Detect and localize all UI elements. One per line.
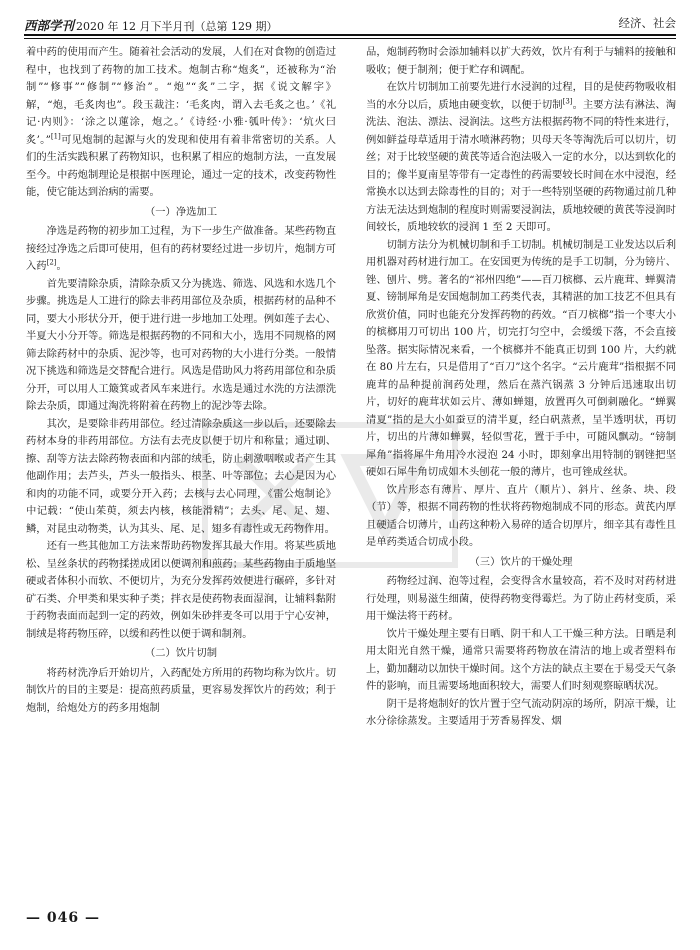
section-label: 经济、社会 [618, 16, 676, 30]
section-heading: （二）饮片切制 [144, 647, 218, 659]
magazine-title: 西部学刊 [24, 18, 75, 33]
body-paragraph [366, 79, 676, 237]
journal-masthead [24, 16, 278, 34]
paragraph-text: 还有一些其他加工方法来帮助药物发挥其最大作用。将某些质地松、呈丝条状的药物揉搓成团以便调剂和煎药；某些药物由于质地坚硬或者体积小而软、不便切片，为充分发挥药效便进行碾碎，多针对矿石类、介甲类和果实种子类；拌衣是使药物表面湿润，让辅料黏附于药物表面而起到一定的药效，例如朱砂拌麦冬可以用于宁心安神，制绒是将药物压碎，以缓和药性以便于调和制剂。 [26, 540, 336, 640]
paragraph-text: 在饮片切制加工前要先进行水浸润的过程，目的是使药物吸收相当的水分以后，质地由硬变软，以便于切制 [366, 81, 676, 111]
paragraph-text: 饮片干燥处理主要有日晒、阴干和人工干燥三种方法。日晒是利用太阳光自然干燥，通常只需要将药物放在清洁的地上或者塑料布上，勤加翻动以加快干燥时间。这个方法的缺点主要在于易受天气条件的影响，而且需要场地面积较大，需要人们时刻观察晾晒状况。 [366, 627, 676, 692]
paragraph-text: 品，炮制药物时会添加辅料以扩大药效，饮片有利于与辅料的接触和吸收；便于制剂；便于贮存和调配。 [366, 46, 676, 76]
paragraph-text: 。 [56, 260, 67, 272]
body-paragraph [26, 44, 336, 202]
paragraph-text: 净选是药物的初步加工过程，为下一步生产做准备。某些药物直接经过净选之后即可使用，但有的药材要经过进一步切片，炮制方可入药 [26, 225, 336, 272]
paragraph-text: 其次，是要除非药用部位。经过清除杂质这一步以后，还要除去药材本身的非药用部位。方法有去壳皮以便于切片和称量；通过刷、擦、刮等方法去除药物表面和内部的绒毛，防止刺激咽喉或者产生其他副作用；去芦头，芦头一般指头、根茎、叶等部位；去心是因为心和肉的功能不同，或要分开入药；去核与去心同理，《雷公炮制论》中记载：“使山茱萸，须去内核，核能滑精”；去头、尾、足、翅、鳞，对昆虫动物类，认为其头、尾、足、翅多有毒性或无药物作用。 [26, 417, 336, 535]
section-heading: （一）净选加工 [144, 205, 218, 218]
issue-info: 2020 年 12 月下半月刊（总第 129 期） [76, 20, 278, 33]
right-column [366, 44, 676, 906]
header-rule [24, 34, 676, 36]
left-column [26, 44, 336, 906]
citation-ref: [3] [562, 97, 573, 106]
paragraph-text: 首先要清除杂质，清除杂质又分为挑选、筛选、风选和水选几个步骤。挑选是人工进行的除去非药用部位及杂质，根据药材的品种不同，要大小形状分开，便于进行进一步地加工处理。例如莲子去心、半夏大小分开等。筛选是根据药物的不同和大小，选用不同规格的网筛去除药材中的杂质、泥沙等，也可对药物的大小进行分类。一般情况下挑选和筛选是交替配合进行。风选是借助风力将药用部位和杂质分开，可以用人工簸箕或者风车来进行。水选是通过水洗的方法漂洗除去杂质，即通过淘洗将附着在药物上的泥沙等去除。 [26, 277, 336, 412]
page-number: — 046 — [26, 910, 100, 926]
body-paragraph [366, 696, 676, 731]
paragraph-text: 可见炮制的起源与火的发现和使用有着非常密切的关系。人们的生活实践积累了药物知识，也积累了相应的炮制方法，一直发展至今。中药炮制理论是根据中医理论，通过一定的技术，改变药物性能，使它能达到治病的需要。 [26, 133, 336, 198]
page-header [24, 10, 676, 36]
body-paragraph [366, 237, 676, 482]
body-paragraph [26, 416, 336, 539]
body-paragraph [26, 538, 336, 643]
paragraph-text: 阴干是将炮制好的饮片置于空气流动阴凉的场所，阴凉干燥，让水分徐徐蒸发。主要适用于芳香易挥发、烟 [366, 697, 676, 727]
paragraph-text: 饮片形态有薄片、厚片、直片（顺片）、斜片、丝条、块、段（节）等，根据不同药物的性状将药物炮制成不同的形态。黄芪内厚且硬适合切薄片，山药这种粉入易碎的适合切厚片，细辛其有毒性且是单药类适合切成小段。 [366, 483, 676, 548]
paragraph-text: 切制方法分为机械切制和手工切制。机械切制是工业发达以后利用机器对药材进行加工。在安国更为传统的是手工切制，分为镑片、锉、刨片、劈。著名的“祁州四绝”——百刀槟榔、云片鹿茸、蝉翼清夏、镑制犀角是安国炮制加工药类代表，其精湛的加工技艺不但具有欣赏价值，同时也能充分发挥药物的药效。“百刀槟榔”指一个枣大小的槟榔用刀可切出 100 片，切完打匀空中，会缓缓下落，不会直接坠落。据实际情况来看，一个槟榔并不能真正切到 100 片，大约就在 80 片左右，只是借用了“百刀”这个名字。“云片鹿茸”指根据不同鹿茸的品种提前润药处理，然后在蒸汽锅蒸 3 分钟后迅速取出切片，切好的鹿茸状如云片、薄如蝉翅，放置再久可倒刺融化。“蝉翼清夏”指的是大小如蚕豆的清半夏，经白矾蒸煮，呈半透明状，再切片，切出的片薄如蝉翼，轻似雪花，置于手中，可随风飘动。“镑制犀角”指将犀牛角用冷水浸泡 24 小时，即刻拿出用特制的钢锉把坚硬如石犀牛角切成如木头刨花一般的薄片，也可锉成丝状。 [366, 238, 676, 478]
citation-ref: [1] [50, 132, 61, 141]
body-paragraph [26, 665, 336, 718]
body-paragraph [366, 573, 676, 626]
section-heading: （三）饮片的干燥处理 [469, 555, 573, 568]
citation-ref: [2] [46, 258, 57, 267]
header-rule-thin [24, 38, 676, 39]
paragraph-text: 将药材洗净后开始切片，入药配处方所用的药物均称为饮片。切制饮片的目的主要是：提高煎药质量，更容易发挥饮片的药效；利于炮制，给炮处方的药多用炮制 [26, 666, 336, 714]
paragraph-text: 着中药的使用而产生。随着社会活动的发展，人们在对食物的创造过程中，也找到了药物的加工技术。炮制古称“炮炙”，还被称为“治制”“修事”“修制”“修治”。“炮”“炙”二字，据《说文解字》解，“炮，毛炙肉也”。段玉裁注：‘毛炙肉，谓入去毛炙之也。’《礼记·内则》：‘涂之以蓮涂，炮之。’《诗经·小雅·瓠叶传》：‘炕火曰炙’。” [26, 46, 336, 146]
paragraph-text: 药物经过润、泡等过程，会变得含水量较高，若不及时对药材进行处理，则易滋生细菌，使得药物变得霉烂。为了防止药材变质，采用干燥法将干药材。 [366, 575, 676, 622]
body-paragraph [366, 626, 676, 696]
body-paragraph [26, 276, 336, 416]
body-paragraph [366, 482, 676, 552]
body-paragraph [26, 223, 336, 276]
body-paragraph [366, 44, 676, 79]
paragraph-text: 。主要方法有淋法、淘洗法、泡法、漂法、浸润法。这些方法根据药物不同的特性来进行，例如鲜益母草适用于清水喷淋药物；贝母天冬等淘洗后可以切片，切丝；对于比较坚硬的黄芪等适合泡法吸入一定的水分，以达到软化的目的；像半夏南星等带有一定毒性的药需要较长时间在水中浸泡，经常换水以达到去除毒性的目的；对于一些特别坚硬的药物通过前几种方法无法达到炮制的程度时则需要浸润法，质地较硬的黄芪等浸润时间较长，质地较软的浸润 1 至 2 天即可。 [366, 98, 676, 233]
